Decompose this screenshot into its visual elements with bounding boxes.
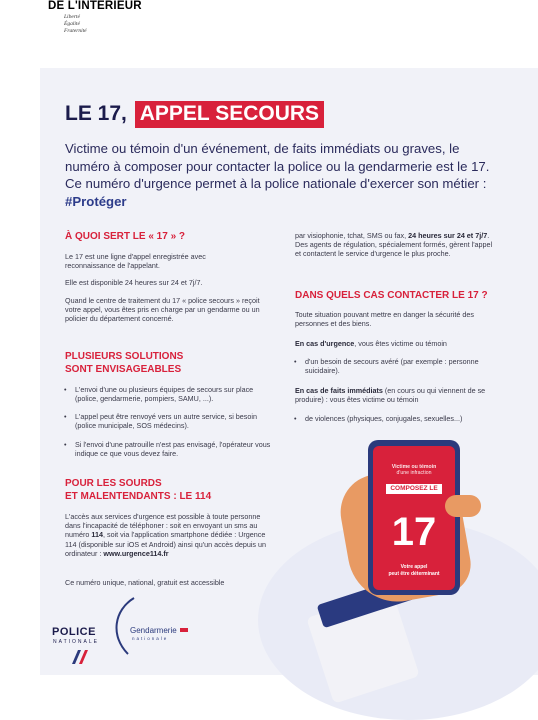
solution-1: L'envoi d'une ou plusieurs équipes de secours sur place (police, gendarmerie, pompiers, SAMU, ...).	[75, 385, 254, 404]
paragraph-114	[65, 512, 267, 558]
motto-fraternite: Fraternité	[64, 28, 87, 34]
phone-bottom2: peut être déterminant	[388, 570, 440, 577]
faits-text: (en cours ou qui viennent de se produire) : vous êtes victime ou témoin	[295, 386, 486, 405]
list-item	[64, 440, 275, 459]
heading-sourds	[65, 478, 211, 503]
p114-a: L'accès aux services d'urgence est possible à toute personne dans l'incapacité de téléphoner : soit en envoyant un sms au numéro	[65, 512, 261, 540]
paragraph-faits-immediats	[295, 386, 500, 404]
republic-motto	[64, 14, 87, 35]
ministry-name: DE L'INTÉRIEUR	[48, 0, 142, 12]
heading-solutions-line1: PLUSIEURS SOLUTIONS	[65, 351, 184, 362]
urgence114-link[interactable]: www.urgence114.fr	[103, 548, 169, 558]
bullet-icon: •	[64, 440, 67, 449]
phone-line2: d'une infraction	[396, 470, 432, 476]
phone-line1: Victime ou témoin	[391, 464, 437, 470]
visio-c: . Des agents de régulation, spécialement formés, gèrent l'appel et contactent le service d'urgence le plus proche.	[295, 231, 493, 259]
paragraph-numero-unique: Ce numéro unique, national, gratuit est accessible	[65, 578, 225, 587]
paragraph-disponible: Elle est disponible 24 heures sur 24 et 7j/7.	[65, 278, 203, 287]
phone-number: 17	[391, 510, 437, 554]
heading-sourds-line2: ET MALENTENDANTS : LE 114	[65, 490, 212, 502]
gendarmerie-logo-sub: nationale	[132, 636, 169, 641]
intro-paragraph	[65, 140, 505, 210]
bullet-icon: •	[294, 414, 297, 423]
solution-3: Si l'envoi d'une patrouille n'est pas envisagé, l'opérateur vous indique ce que vous devez faire.	[75, 440, 271, 459]
bullet-icon: •	[294, 357, 297, 366]
case-secours: d'un besoin de secours avéré (par exemple : personne suicidaire).	[305, 357, 479, 376]
phone-bottom	[373, 564, 455, 577]
phone-bottom1: Votre appel	[400, 564, 428, 570]
police-logo: POLICE	[52, 626, 96, 638]
list-item	[64, 385, 275, 404]
motto-liberte: Liberté	[64, 14, 80, 20]
heading-dans-quels-cas: DANS QUELS CAS CONTACTER LE 17 ?	[295, 290, 488, 301]
gendarmerie-logo: Gendarmerie	[130, 626, 177, 635]
thumb-illustration	[445, 495, 481, 517]
faits-label: En cas de faits immédiats	[295, 386, 383, 395]
phone-compose: COMPOSEZ LE	[386, 484, 442, 494]
intro-text: Victime ou témoin d'un événement, de faits immédiats ou graves, le numéro à composer pour contacter la police ou la gendarmerie est le 17. Ce numéro d'urgence permet à la police nationale d'exercer son métier :	[65, 141, 490, 191]
paragraph-visiophonie	[295, 231, 495, 259]
title-highlight: APPEL SECOURS	[135, 101, 324, 128]
police-flag-icon	[68, 648, 92, 664]
heading-solutions	[65, 351, 183, 376]
title-prefix: LE 17,	[65, 102, 127, 125]
bullet-icon: •	[64, 412, 67, 421]
paragraph-centre-traitement: Quand le centre de traitement du 17 « police secours » reçoit votre appel, vous êtes pris en charge par un gendarme ou un policier du département concerné.	[65, 296, 260, 324]
list-item	[64, 412, 275, 431]
intro-hashtag: #Protéger	[65, 193, 127, 209]
p114-b: , soit via l'application smartphone dédiée : Urgence 114 (disponible sur iOS et Android) ainsi qu'un accès depuis un ordinateur :	[65, 530, 267, 558]
heading-a-quoi-sert: À QUOI SERT LE « 17 » ?	[65, 231, 186, 242]
header	[0, 0, 538, 60]
paragraph-urgence	[295, 339, 495, 348]
heading-solutions-line2: SONT ENVISAGEABLES	[65, 363, 182, 375]
list-item	[294, 414, 505, 423]
visio-a: par visiophonie, tchat, SMS ou fax,	[295, 231, 407, 240]
page-title	[65, 102, 324, 126]
case-violences: de violences (physiques, conjugales, sexuelles...)	[305, 414, 463, 423]
phone-headline	[373, 464, 455, 476]
gendarmerie-flag-icon	[180, 628, 188, 632]
urgence-text: , vous êtes victime ou témoin	[354, 339, 447, 348]
heading-sourds-line1: POUR LES SOURDS	[65, 478, 162, 489]
solution-2: L'appel peut être renvoyé vers un autre service, si besoin (police municipale, SOS médecins).	[75, 412, 257, 431]
phone-screen	[373, 446, 455, 590]
motto-egalite: Égalité	[64, 21, 80, 27]
bullet-icon: •	[64, 385, 67, 394]
visio-b: 24 heures sur 24 et 7j/7	[408, 231, 488, 240]
urgence-label: En cas d'urgence	[295, 339, 355, 348]
police-logo-sub: NATIONALE	[53, 639, 99, 645]
paragraph-toute-situation: Toute situation pouvant mettre en danger la sécurité des personnes et des biens.	[295, 310, 474, 329]
paragraph-ligne-enregistree: Le 17 est une ligne d'appel enregistrée avec reconnaissance de l'appelant.	[65, 252, 206, 271]
list-item	[294, 357, 490, 376]
p114-num: 114	[91, 530, 103, 540]
